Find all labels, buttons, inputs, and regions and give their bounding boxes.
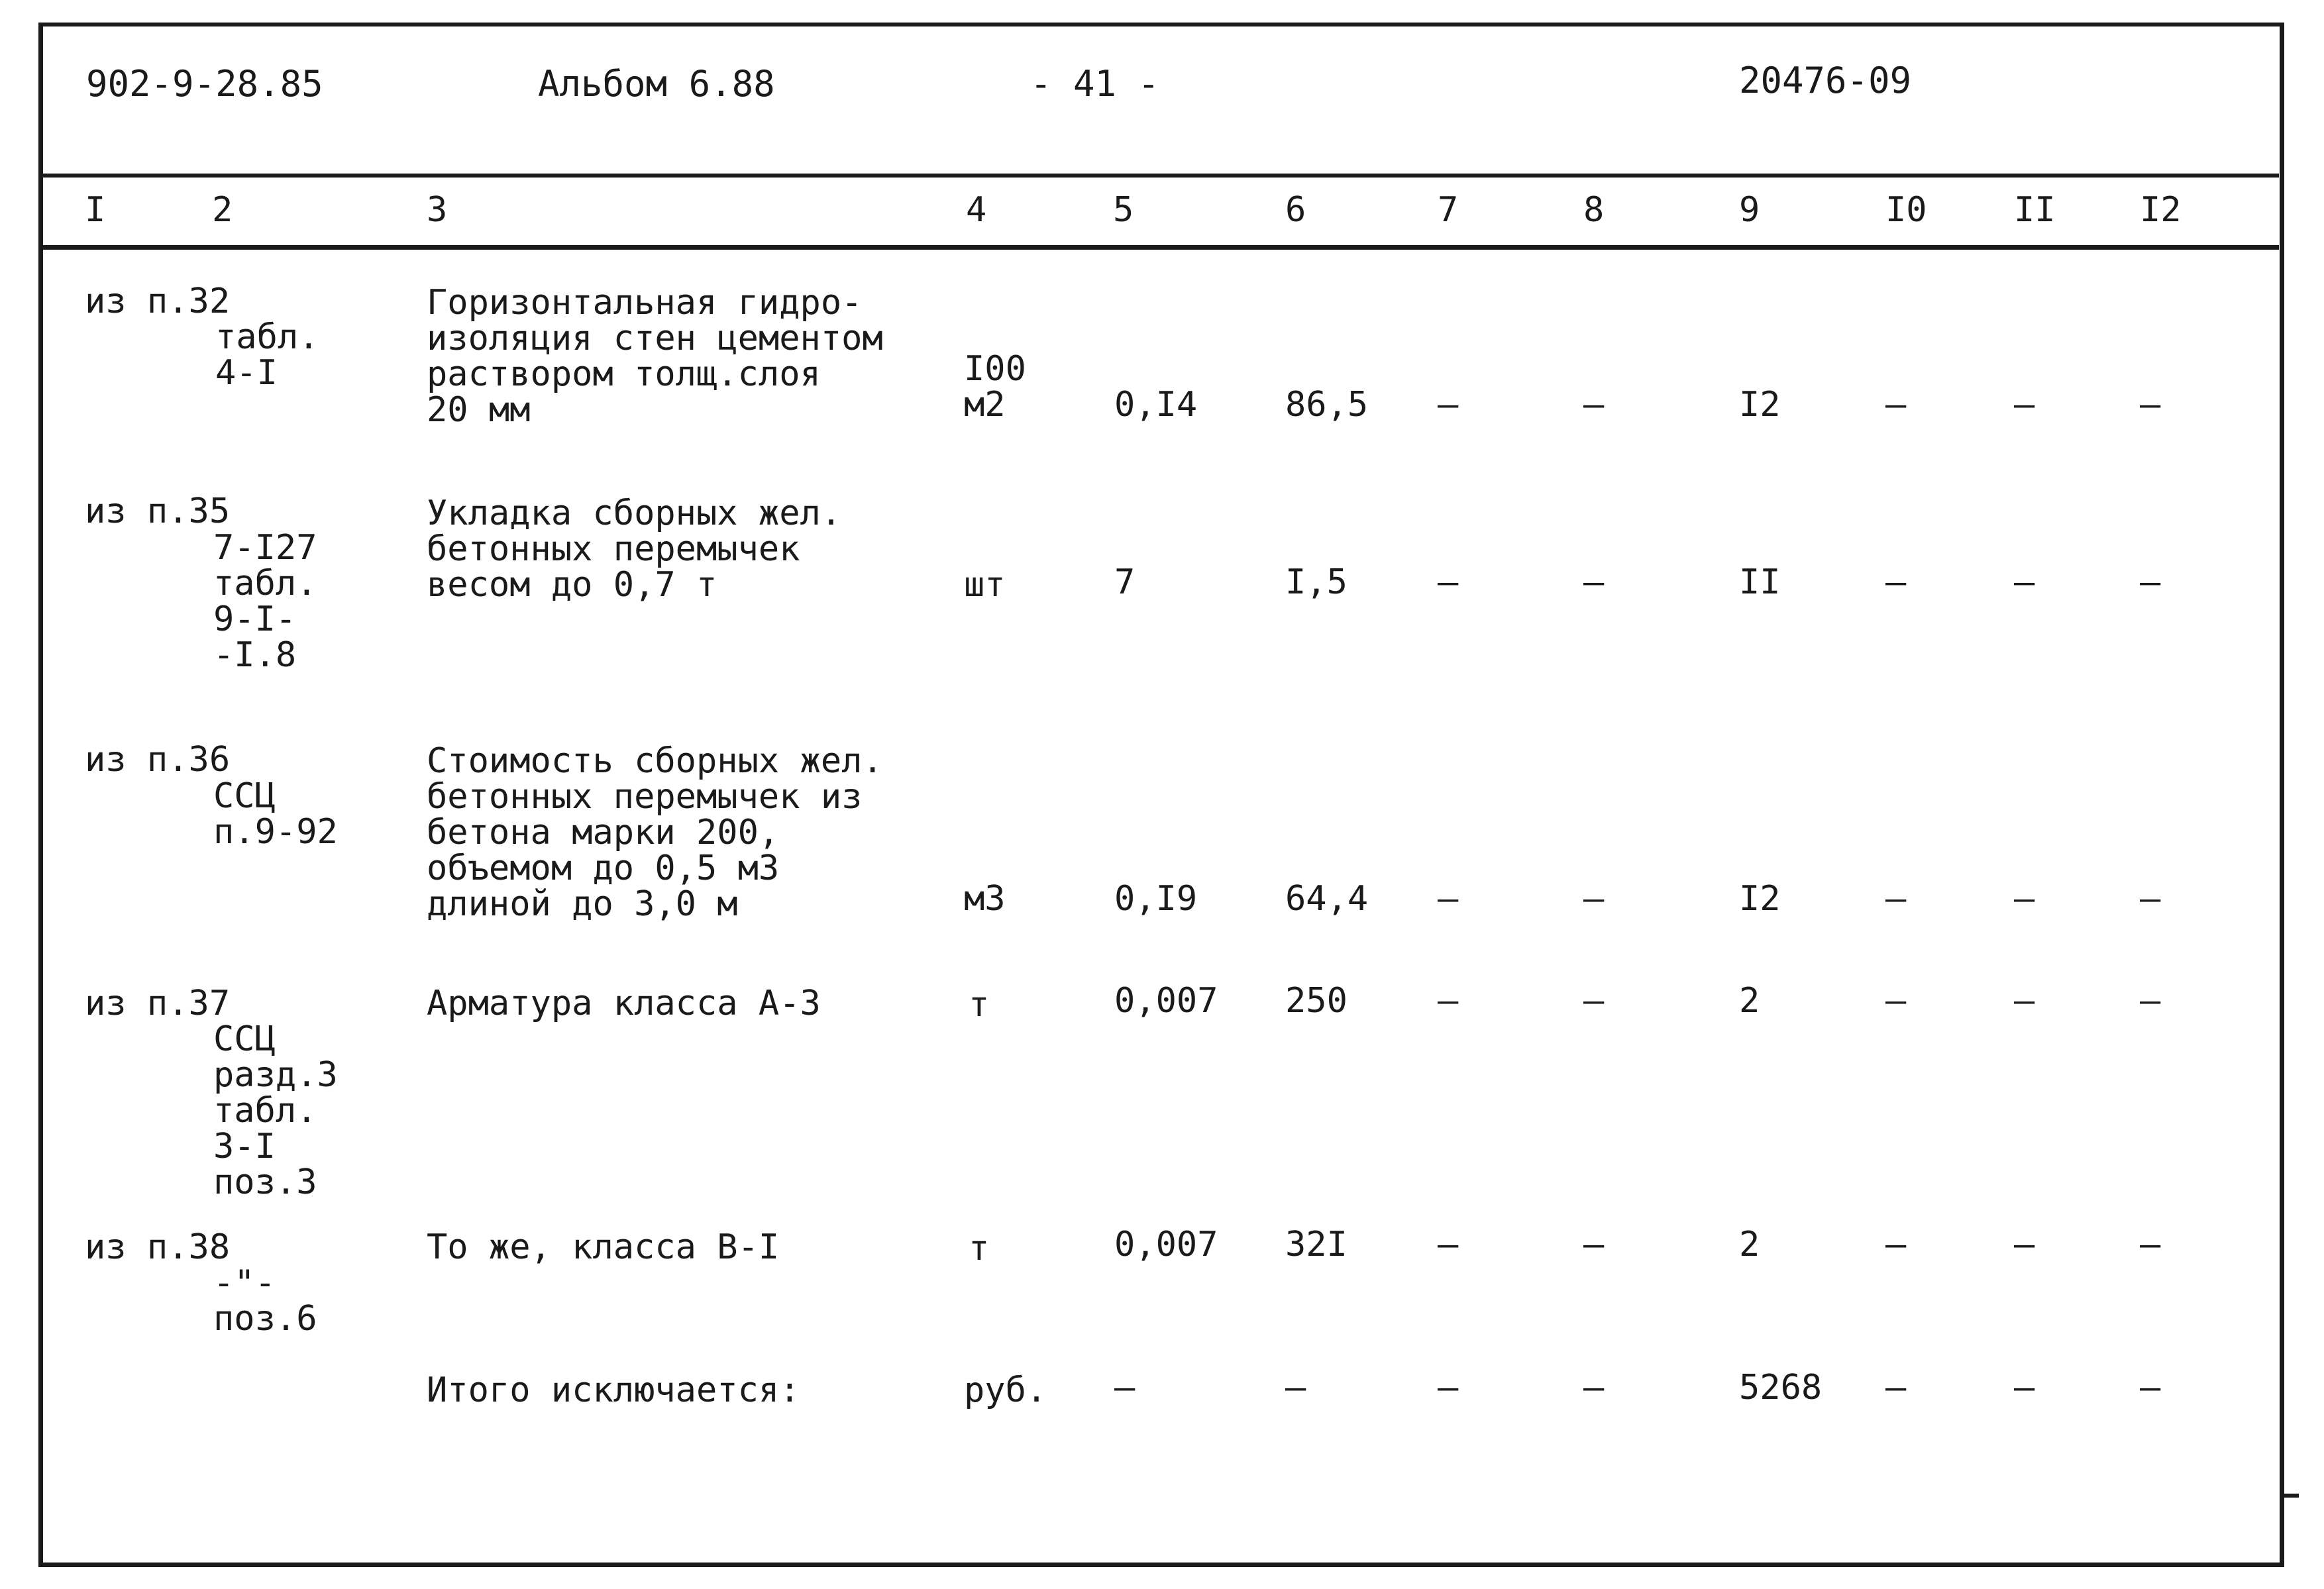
cell-col8: –: [1583, 1225, 1605, 1264]
cell-col7: –: [1438, 1225, 1459, 1264]
cell-col11: –: [2014, 1225, 2035, 1264]
unit-line: т: [969, 985, 990, 1025]
cell-col11: –: [2014, 879, 2035, 919]
row-ref-head: из п.36: [85, 740, 231, 780]
header-rule-bottom: [43, 245, 2279, 250]
cell-col12: –: [2140, 879, 2161, 919]
cell-col6: 32I: [1285, 1225, 1347, 1264]
ref-line: ССЦ: [213, 776, 276, 816]
row-ref-lines: [213, 1021, 338, 1200]
cell-col5: 0,I9: [1114, 879, 1198, 919]
ref-line: 4-I: [215, 353, 278, 393]
edge-tick-mark: [2284, 1494, 2299, 1498]
desc-line: раствором толщ.слоя: [427, 354, 821, 394]
cell-col10: –: [1885, 1225, 1907, 1264]
ref-line: табл.: [213, 1091, 317, 1131]
column-header: 2: [212, 190, 233, 230]
header-rule-top: [43, 174, 2279, 178]
row-description: [427, 495, 841, 603]
total-col12: –: [2140, 1368, 2161, 1408]
row-description: [427, 1229, 779, 1265]
ref-line: -I.8: [213, 635, 297, 675]
cell-col8: –: [1583, 981, 1605, 1021]
ref-line: табл.: [215, 317, 319, 357]
desc-line: Арматура класса А-3: [427, 984, 821, 1023]
desc-line: Горизонтальная гидро-: [427, 283, 863, 323]
column-header: 5: [1113, 190, 1134, 230]
row-unit: [969, 987, 989, 1023]
cell-col7: –: [1438, 981, 1459, 1021]
desc-line: Укладка сборных жел.: [427, 493, 842, 533]
cell-col9: I2: [1739, 385, 1781, 425]
cell-col8: –: [1583, 385, 1605, 425]
cell-col8: –: [1583, 562, 1605, 602]
ref-line: 3-I: [213, 1127, 276, 1166]
cell-col5: 0,I4: [1114, 385, 1198, 425]
project-code: 902-9-28.85: [86, 63, 323, 105]
row-ref-lines: [213, 1265, 317, 1337]
desc-line: 20 мм: [427, 390, 531, 430]
cell-col10: –: [1885, 879, 1907, 919]
cell-col9: 2: [1739, 981, 1760, 1021]
total-col7: –: [1438, 1368, 1459, 1408]
cell-col11: –: [2014, 385, 2035, 425]
total-col10: –: [1885, 1368, 1907, 1408]
cell-col9: I2: [1739, 879, 1781, 919]
cell-col6: 64,4: [1285, 879, 1369, 919]
total-col6: –: [1285, 1368, 1306, 1408]
cell-col5: 0,007: [1114, 981, 1218, 1021]
total-col11: –: [2014, 1368, 2035, 1408]
cell-col10: –: [1885, 385, 1907, 425]
cell-col8: –: [1583, 879, 1605, 919]
row-description: [427, 285, 883, 428]
cell-col7: –: [1438, 562, 1459, 602]
row-unit: [964, 351, 1026, 423]
row-ref-head: из п.38: [85, 1227, 231, 1267]
row-ref-head: из п.35: [85, 491, 231, 531]
desc-line: весом до 0,7 т: [427, 565, 717, 605]
column-header: II: [2014, 190, 2056, 230]
row-ref-lines: [213, 530, 317, 673]
total-col5: –: [1114, 1368, 1136, 1408]
cell-col12: –: [2140, 562, 2161, 602]
column-header: 4: [966, 190, 987, 230]
unit-line: шт: [964, 565, 1006, 605]
column-header: 3: [427, 190, 448, 230]
column-header: I: [85, 190, 106, 230]
cell-col11: –: [2014, 981, 2035, 1021]
cell-col6: 86,5: [1285, 385, 1369, 425]
cell-col5: 7: [1114, 562, 1136, 602]
column-header: 9: [1739, 190, 1760, 230]
cell-col7: –: [1438, 385, 1459, 425]
cell-col11: –: [2014, 562, 2035, 602]
row-unit: [964, 567, 1006, 603]
unit-line: м2: [964, 385, 1006, 425]
ref-line: 9-I-: [213, 599, 297, 639]
desc-line: изоляция стен цементом: [427, 319, 883, 358]
ref-line: разд.3: [213, 1055, 338, 1095]
cell-col10: –: [1885, 562, 1907, 602]
row-description: [427, 986, 821, 1021]
row-ref-head: из п.37: [85, 984, 231, 1023]
cell-col12: –: [2140, 385, 2161, 425]
page-number: - 41 -: [1030, 63, 1160, 105]
ref-line: п.9-92: [213, 812, 338, 852]
ref-line: ССЦ: [213, 1019, 276, 1059]
ref-line: поз.3: [213, 1162, 317, 1202]
cell-col6: 250: [1285, 981, 1347, 1021]
cell-col12: –: [2140, 1225, 2161, 1264]
desc-line: бетона марки 200,: [427, 813, 780, 852]
ref-line: -"-: [213, 1263, 276, 1303]
column-header: I0: [1885, 190, 1927, 230]
cell-col7: –: [1438, 879, 1459, 919]
unit-line: т: [969, 1229, 990, 1268]
column-header: 7: [1438, 190, 1459, 230]
cell-col5: 0,007: [1114, 1225, 1218, 1264]
album-label: Альбом 6.88: [538, 63, 775, 105]
desc-line: То же, класса В-I: [427, 1227, 780, 1267]
ref-line: поз.6: [213, 1299, 317, 1339]
row-unit: [964, 881, 1006, 917]
row-unit: [969, 1231, 989, 1266]
ref-line: табл.: [213, 564, 317, 603]
column-header: 8: [1583, 190, 1605, 230]
unit-line: I00: [964, 349, 1026, 389]
column-header: I2: [2140, 190, 2182, 230]
total-label: Итого исключается:: [427, 1370, 800, 1410]
cell-col9: II: [1739, 562, 1781, 602]
desc-line: Стоимость сборных жел.: [427, 741, 883, 781]
row-ref-lines: [215, 319, 319, 391]
ref-line: 7-I27: [213, 528, 317, 568]
desc-line: бетонных перемычек: [427, 529, 800, 569]
desc-line: объемом до 0,5 м3: [427, 848, 780, 888]
column-header: 6: [1285, 190, 1306, 230]
desc-line: длиной до 3,0 м: [427, 884, 738, 924]
document-frame: [38, 23, 2284, 1567]
cell-col6: I,5: [1285, 562, 1347, 602]
row-ref-head: из п.32: [85, 282, 231, 321]
unit-line: м3: [964, 879, 1006, 919]
row-ref-lines: [213, 778, 338, 850]
desc-line: бетонных перемычек из: [427, 777, 863, 817]
cell-col12: –: [2140, 981, 2161, 1021]
total-unit: руб.: [964, 1370, 1047, 1410]
row-description: [427, 743, 883, 922]
total-col9: 5268: [1739, 1368, 1822, 1408]
cell-col9: 2: [1739, 1225, 1760, 1264]
total-col8: –: [1583, 1368, 1605, 1408]
doc-number: 20476-09: [1739, 60, 1912, 101]
cell-col10: –: [1885, 981, 1907, 1021]
